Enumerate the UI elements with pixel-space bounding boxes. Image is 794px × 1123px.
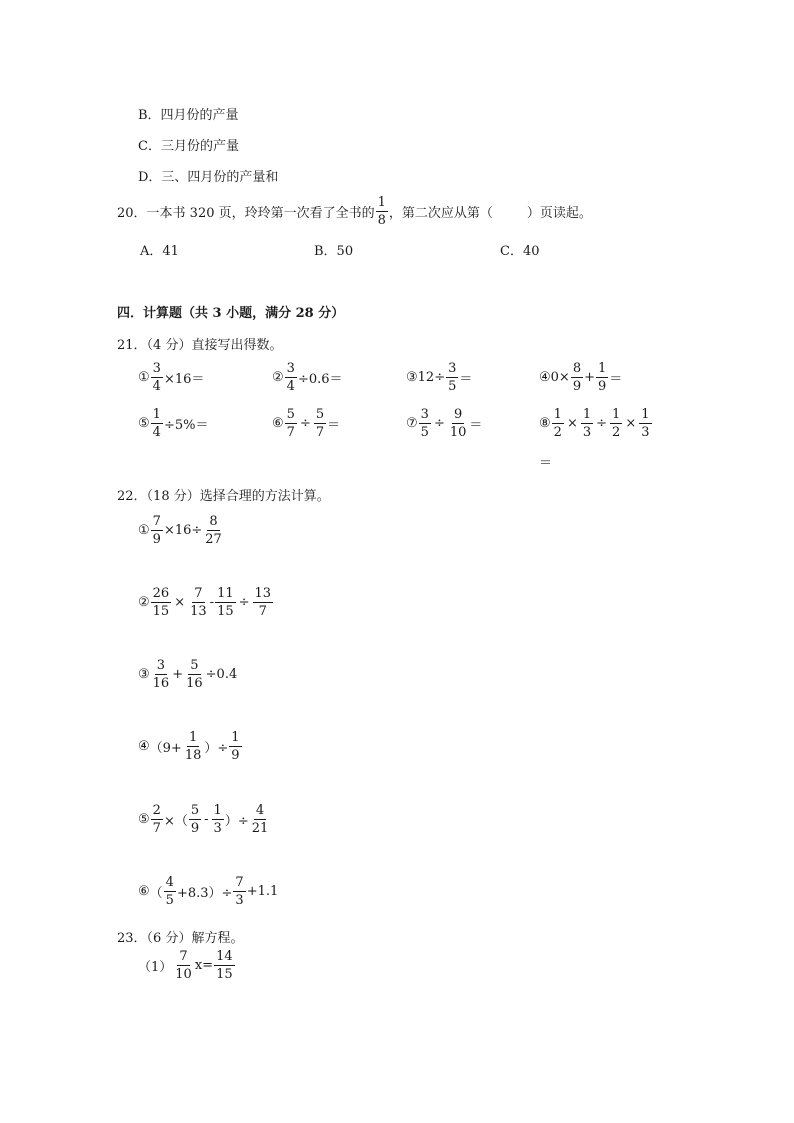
q20-suffix: ，第二次应从第（ [388, 206, 493, 221]
q20-option-b: B．50 [314, 244, 354, 259]
q22-expr-3: ③ $\frac{3}{16}$ + $\frac{5}{16}$ ÷0.4 [138, 658, 238, 691]
q21-item-6: ⑥ $\frac{5}{7}$ ÷ $\frac{5}{7}$ ＝ [272, 407, 341, 440]
q21-item-8: ⑧ $\frac{1}{2}$ × $\frac{1}{3}$ ÷ $\frac{1}{2}$ × $\frac{1}{3}$ [539, 407, 650, 440]
q23-stem: 23．（6 分）解方程。 [117, 931, 244, 946]
q21-stem: 21．（4 分）直接写出得数。 [117, 338, 283, 353]
q20-prefix: 20．一本书 320 页，玲玲第一次看了全书的 [117, 206, 375, 221]
q21-item-2: ② $\frac{3}{4}$ ÷0.6＝ [272, 361, 343, 394]
q19-option-c: C．三月份的产量 [138, 139, 239, 154]
q20-option-c: C．40 [500, 244, 540, 259]
q21-item-3: ③ 12÷ $\frac{3}{5}$ ＝ [406, 361, 473, 394]
q20-suffix2: ）页读起。 [526, 206, 592, 221]
q22-expr-6: ⑥ （ $\frac{4}{5}$ +8.3）÷ $\frac{7}{3}$ +1.1 [138, 875, 279, 908]
q21-item-1: ① $\frac{3}{4}$ ×16＝ [138, 361, 205, 394]
q22-expr-5: ⑤ $\frac{2}{7}$ ×（ $\frac{5}{9}$ - $\frac{1}{3}$ ）÷ $\frac{4}{21}$ [138, 803, 269, 836]
q22-expr-1: ① $\frac{7}{9}$ ×16÷ $\frac{8}{27}$ [138, 514, 222, 547]
q22-expr-4: ④ （9+ $\frac{1}{18}$ ）÷ $\frac{1}{9}$ [138, 730, 240, 763]
q19-option-b: B．四月份的产量 [138, 108, 239, 123]
q21-item-7: ⑦ $\frac{3}{5}$ ÷ $\frac{9}{10}$ ＝ [406, 407, 483, 440]
q21-item-4: ④ 0× $\frac{8}{9}$ + $\frac{1}{9}$ ＝ [539, 361, 623, 394]
q20-option-a: A．41 [140, 244, 179, 259]
q21-item-5: ⑤ $\frac{1}{4}$ ÷5%＝ [138, 407, 209, 440]
section-title: 四．计算题（共 3 小题，满分 28 分） [117, 306, 345, 321]
q19-option-d: D．三、四月份的产量和 [138, 170, 279, 185]
q21-item-8-equals: ＝ [539, 456, 553, 471]
q22-stem: 22．（18 分）选择合理的方法计算。 [117, 489, 330, 504]
q20-fraction: $\frac{1}{8}$ [377, 195, 386, 228]
q23-equation-1: （1） $\frac{7}{10}$ x= $\frac{14}{15}$ [138, 949, 233, 982]
q22-expr-2: ② $\frac{26}{15}$ × $\frac{7}{13}$ - $\frac{11}{15}$ ÷ $\frac{13}{7}$ [138, 586, 272, 619]
question-20 [117, 196, 592, 227]
